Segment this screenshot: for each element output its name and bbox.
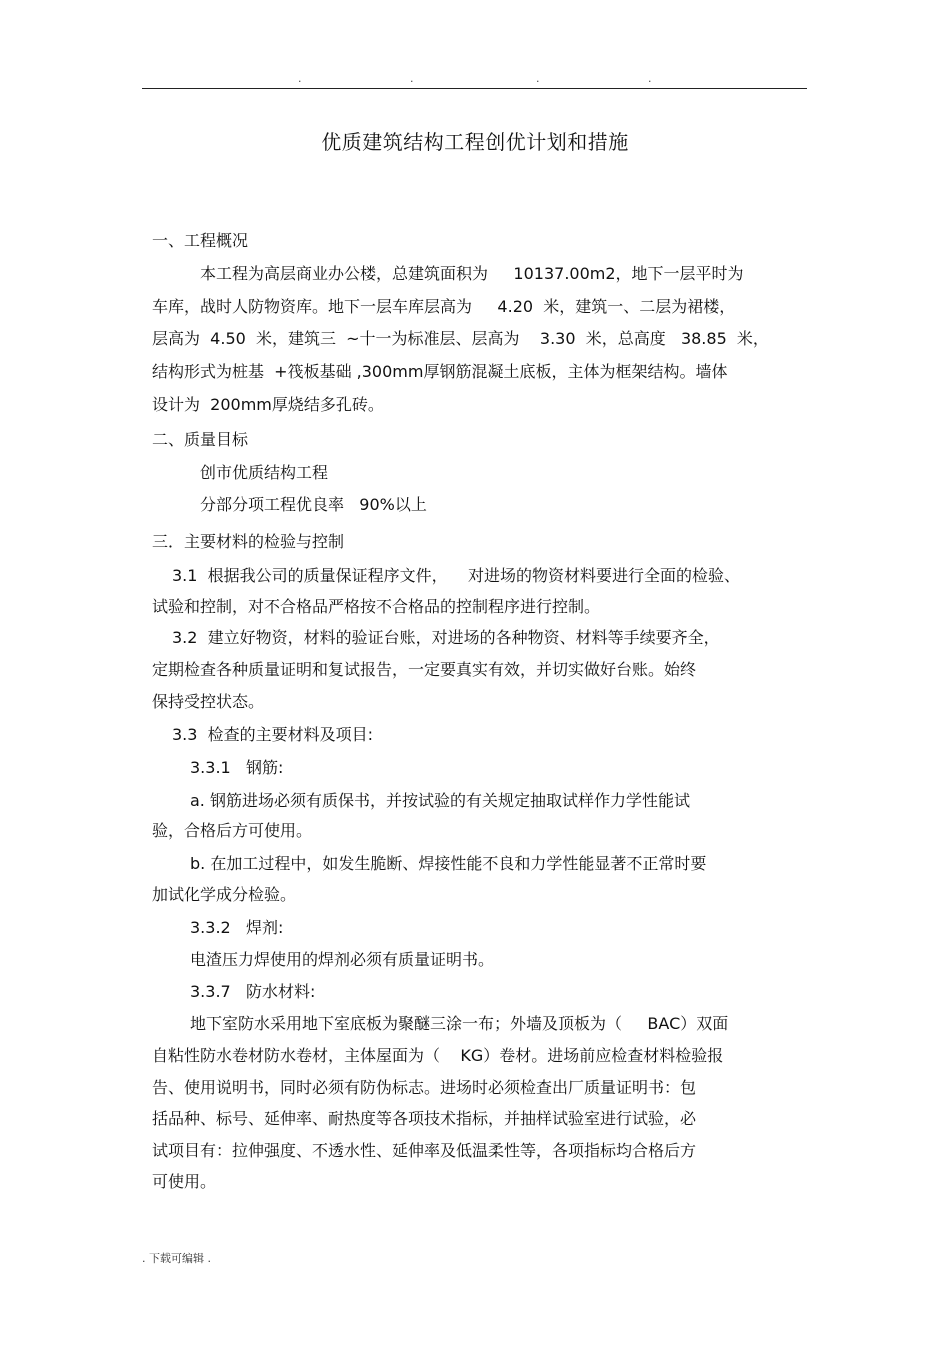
paragraph-line: 括品种、标号、延伸率、耐热度等各项技术指标，并抽样试验室进行试验，必 <box>152 1109 697 1128</box>
paragraph-line: 结构形式为桩基 +筏板基础 ,300mm厚钢筋混凝土底板，主体为框架结构。墙体 <box>152 362 728 381</box>
paragraph-line: 试项目有：拉伸强度、不透水性、延伸率及低温柔性等，各项指标均合格后方 <box>152 1141 697 1160</box>
section-heading: 一、工程概况 <box>152 231 249 250</box>
document-title: 优质建筑结构工程创优计划和措施 <box>321 130 629 154</box>
paragraph-line: 3.1 根据我公司的质量保证程序文件， 对进场的物资材料要进行全面的检验、 <box>172 566 740 585</box>
subsection-heading: 3.3.2 焊剂: <box>190 918 284 937</box>
paragraph-line: 告、使用说明书，同时必须有防伪标志。进场时必须检查出厂质量证明书：包 <box>152 1078 697 1097</box>
header-dot: . <box>536 72 540 85</box>
paragraph-line: 试验和控制，对不合格品严格按不合格品的控制程序进行控制。 <box>152 597 601 616</box>
subsection-heading: 3.3.7 防水材料: <box>190 982 316 1001</box>
paragraph-line: 电渣压力焊使用的焊剂必须有质量证明书。 <box>190 950 495 969</box>
paragraph-line: a. 钢筋进场必须有质保书，并按试验的有关规定抽取试样作力学性能试 <box>190 791 690 810</box>
footer-note: . 下载可编辑 . <box>142 1252 211 1265</box>
paragraph-line: 层高为 4.50 米，建筑三 ~十一为标准层、层高为 3.30 米，总高度 38.85 米， <box>152 329 769 348</box>
subsection-heading: 3.3 检查的主要材料及项目: <box>172 725 374 744</box>
header-rule <box>142 88 807 89</box>
paragraph-line: 3.2 建立好物资，材料的验证台账，对进场的各种物资、材料等手续要齐全， <box>172 628 720 647</box>
paragraph-line: 可使用。 <box>152 1172 217 1191</box>
subsection-heading: 3.3.1 钢筋: <box>190 758 284 777</box>
paragraph-line: b. 在加工过程中，如发生脆断、焊接性能不良和力学性能显著不正常时要 <box>190 854 707 873</box>
paragraph-line: 分部分项工程优良率 90%以上 <box>200 495 427 514</box>
paragraph-line: 验，合格后方可使用。 <box>152 821 313 840</box>
paragraph-line: 创市优质结构工程 <box>200 463 329 482</box>
header-dot: . <box>648 72 652 85</box>
paragraph-line: 定期检查各种质量证明和复试报告，一定要真实有效，并切实做好台账。始终 <box>152 660 697 679</box>
header-dot: . <box>410 72 414 85</box>
paragraph-line: 设计为 200mm厚烧结多孔砖。 <box>152 395 384 414</box>
header-dots <box>0 72 950 86</box>
paragraph-line: 地下室防水采用地下室底板为聚醚三涂一布；外墙及顶板为（ BAC）双面 <box>190 1014 729 1033</box>
paragraph-line: 加试化学成分检验。 <box>152 885 297 904</box>
paragraph-line: 自粘性防水卷材防水卷材，主体屋面为（ KG）卷材。进场前应检查材料检验报 <box>152 1046 724 1065</box>
paragraph-line: 车库，战时人防物资库。地下一层车库层高为 4.20 米，建筑一、二层为裙楼， <box>152 297 736 316</box>
section-heading: 二、质量目标 <box>152 430 249 449</box>
header-dot: . <box>298 72 302 85</box>
paragraph-line: 保持受控状态。 <box>152 692 265 711</box>
section-heading: 三．主要材料的检验与控制 <box>152 532 345 551</box>
paragraph-line: 本工程为高层商业办公楼，总建筑面积为 10137.00m2，地下一层平时为 <box>200 264 744 283</box>
